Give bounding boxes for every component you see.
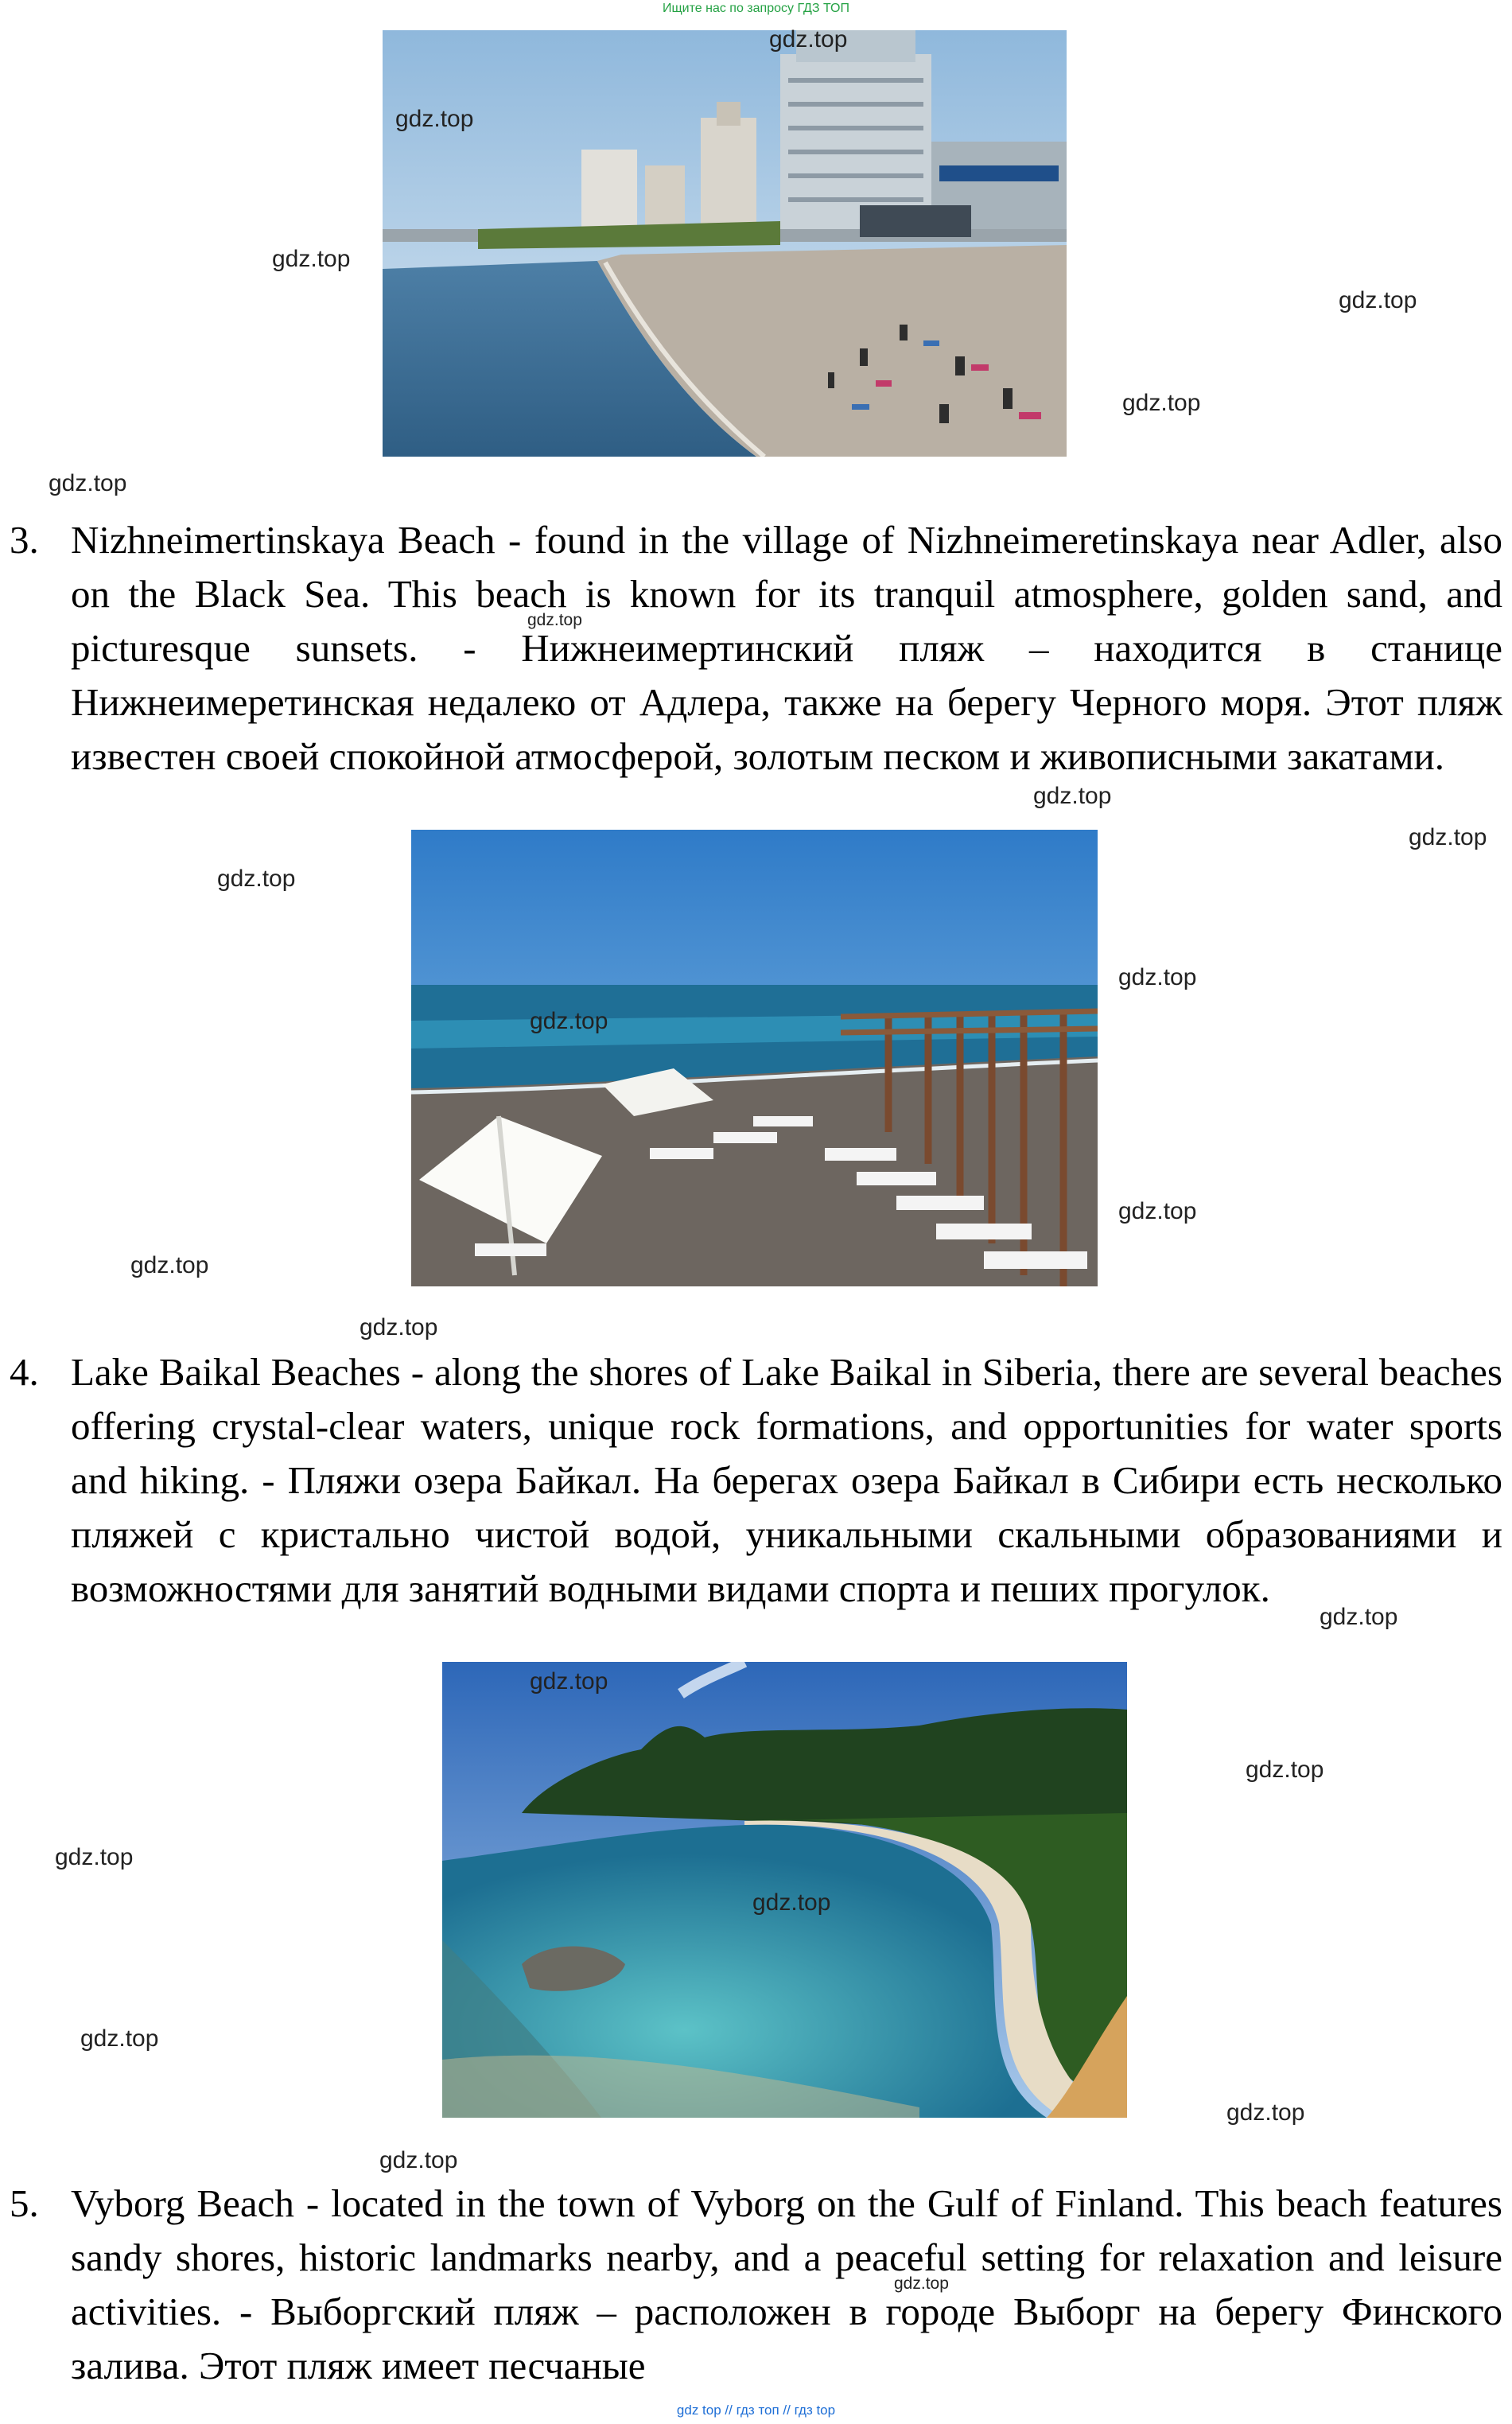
watermark: gdz.top [55,1844,134,1870]
watermark: gdz.top [752,1889,831,1916]
item-number: 3. [10,518,39,562]
watermark: gdz.top [360,1314,438,1340]
watermark: gdz.top [1118,1198,1197,1224]
watermark: gdz.top [1226,2099,1305,2126]
watermark: gdz.top [1339,287,1417,313]
watermark: gdz.top [894,2274,949,2293]
watermark: gdz.top [49,470,127,496]
item-number: 5. [10,2181,39,2225]
watermark: gdz.top [1122,390,1201,416]
watermark: gdz.top [530,1668,608,1694]
beach-photo-sochi [383,30,1067,457]
item-text: Lake Baikal Beaches - along the shores of Lake Baikal in Siberia, there are several beaches offering crystal-clear waters, unique rock formations, and opportunities for water sports and hiking. - Пляжи озера Байкал. На берегах озера Байкал в Сибири есть несколько пляжей с кристально чистой водой, уникальными скальными образованиями и возможностями для занятий водными видами спорта и пеших прогулок. [71,1350,1502,1610]
watermark: gdz.top [527,611,582,629]
watermark: gdz.top [80,2025,159,2052]
watermark: gdz.top [1033,783,1112,809]
watermark: gdz.top [217,866,296,892]
search-hint: Ищите нас по запросу ГДЗ ТОП [663,2,849,15]
item-text: Vyborg Beach - located in the town of Vyborg on the Gulf of Finland. This beach features sandy shores, historic landmarks nearby, and a peaceful setting for relaxation and leisure activities. - Выборгский пляж – расположен в городе Выборг на берегу Финского залива. Этот пляж имеет песчаные [71,2181,1502,2387]
watermark: gdz.top [272,246,351,272]
watermark: gdz.top [769,26,848,53]
watermark: gdz.top [1409,824,1487,850]
beach-photo-nizhneimeretinskaya [411,830,1098,1286]
watermark: gdz.top [1320,1604,1398,1630]
watermark: gdz.top [1246,1757,1324,1783]
footer-links[interactable]: gdz top // гдз топ // гдз top [676,2403,836,2418]
watermark: gdz.top [395,106,474,132]
watermark: gdz.top [530,1008,608,1034]
watermark: gdz.top [1118,964,1197,990]
item-text: Nizhneimertinskaya Beach - found in the village of Nizhneimeretinskaya near Adler, also on the Black Sea. This beach is known for its tranquil atmosphere, golden sand, and picturesque sunsets. - Нижнеимертинский пляж – находится в станице Нижнеимеретинская недалеко от Адлера, также на берегу Черного моря. Этот пляж известен своей спокойной атмосферой, золотым песком и живописными закатами. [71,518,1502,778]
item-number: 4. [10,1350,39,1394]
watermark: gdz.top [379,2147,458,2173]
watermark: gdz.top [130,1252,209,1278]
